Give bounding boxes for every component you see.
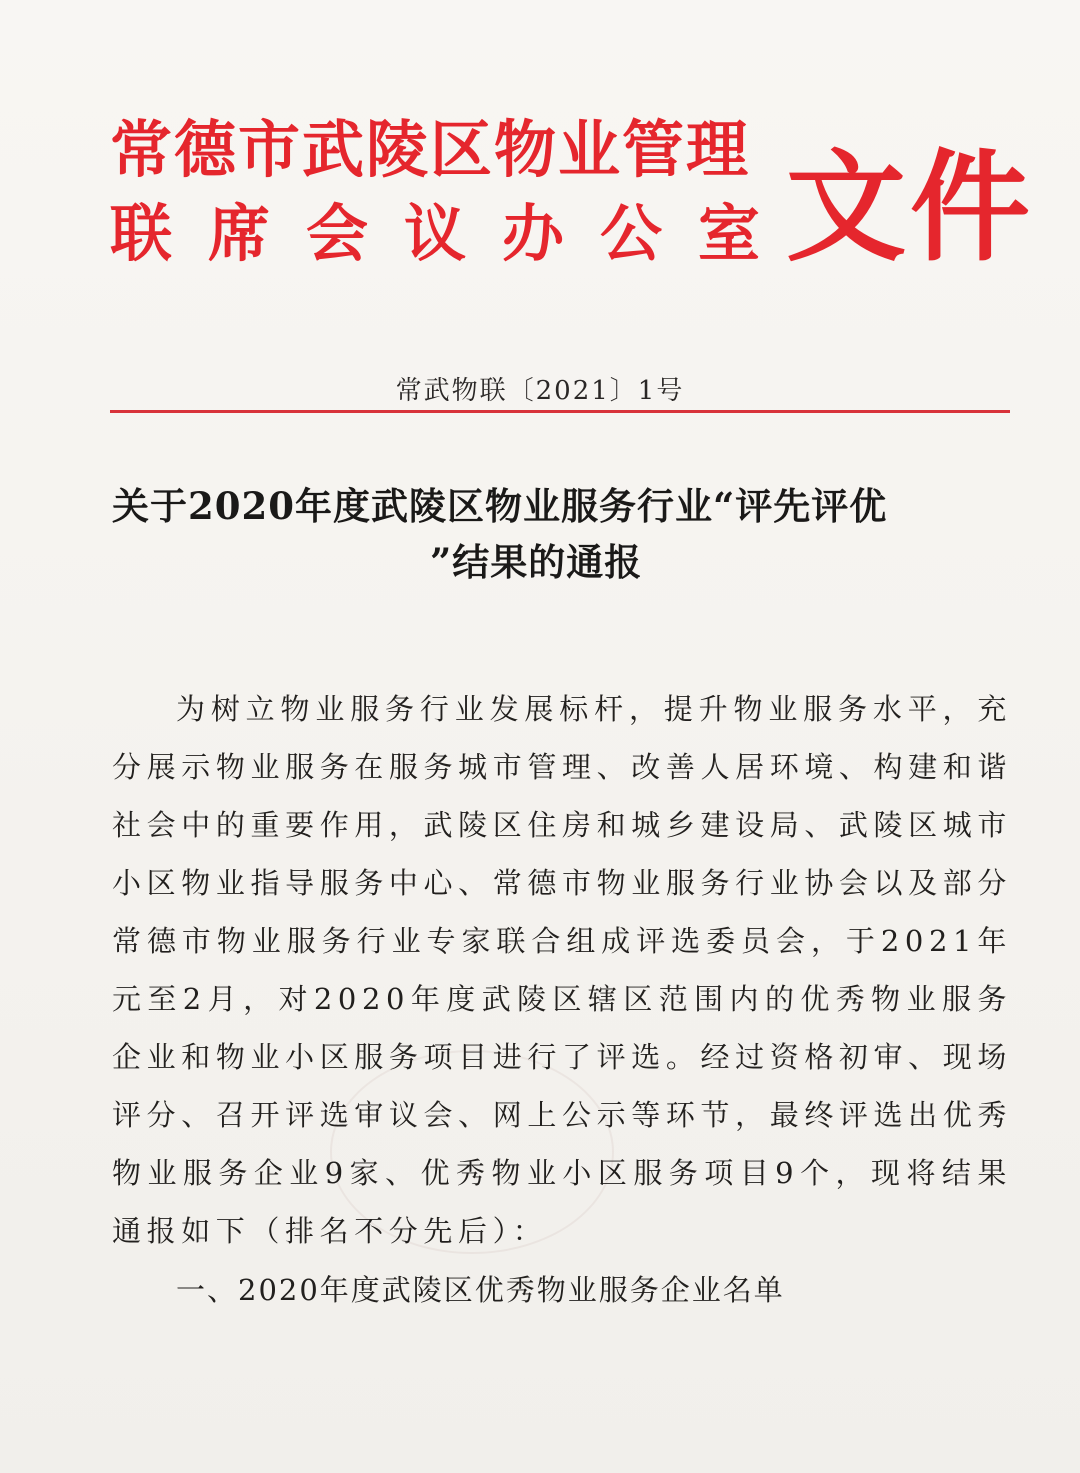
document-title (112, 478, 1012, 590)
document-type-label: 文件 (786, 137, 1034, 278)
document-body (112, 680, 1012, 1320)
issuing-org-line-1: 常德市武陵区物业管理 (110, 113, 751, 186)
title-line-2: ”结果的通报 (430, 540, 643, 584)
issuing-org-line-2: 联席会议办公室 (110, 197, 797, 270)
section-heading-1: 一、2020年度武陵区优秀物业服务企业名单 (176, 1273, 785, 1307)
document-header (110, 100, 1034, 278)
document-number: 常武物联〔2021〕1号 (395, 376, 685, 406)
red-divider-line (110, 410, 1010, 413)
body-paragraph: 为树立物业服务行业发展标杆，提升物业服务水平，充分展示物业服务在服务城市管理、改善人居环境、构建和谐社会中的重要作用，武陵区住房和城乡建设局、武陵区城市小区物业指导服务中心、常德市物业服务行业协会以及部分常德市物业服务行业专家联合组成评选委员会，于2021年元至2月，对2020年度武陵区辖区范围内的优秀物业服务企业和物业小区服务项目进行了评选。经过资格初审、现场评分、召开评选审议会、网上公示等环节，最终评选出优秀物业服务企业9家、优秀物业小区服务项目9个，现将结果通报如下（排名不分先后）： (112, 692, 1012, 1248)
title-line-1: 关于2020年度武陵区物业服务行业“评先评优 (112, 484, 888, 528)
